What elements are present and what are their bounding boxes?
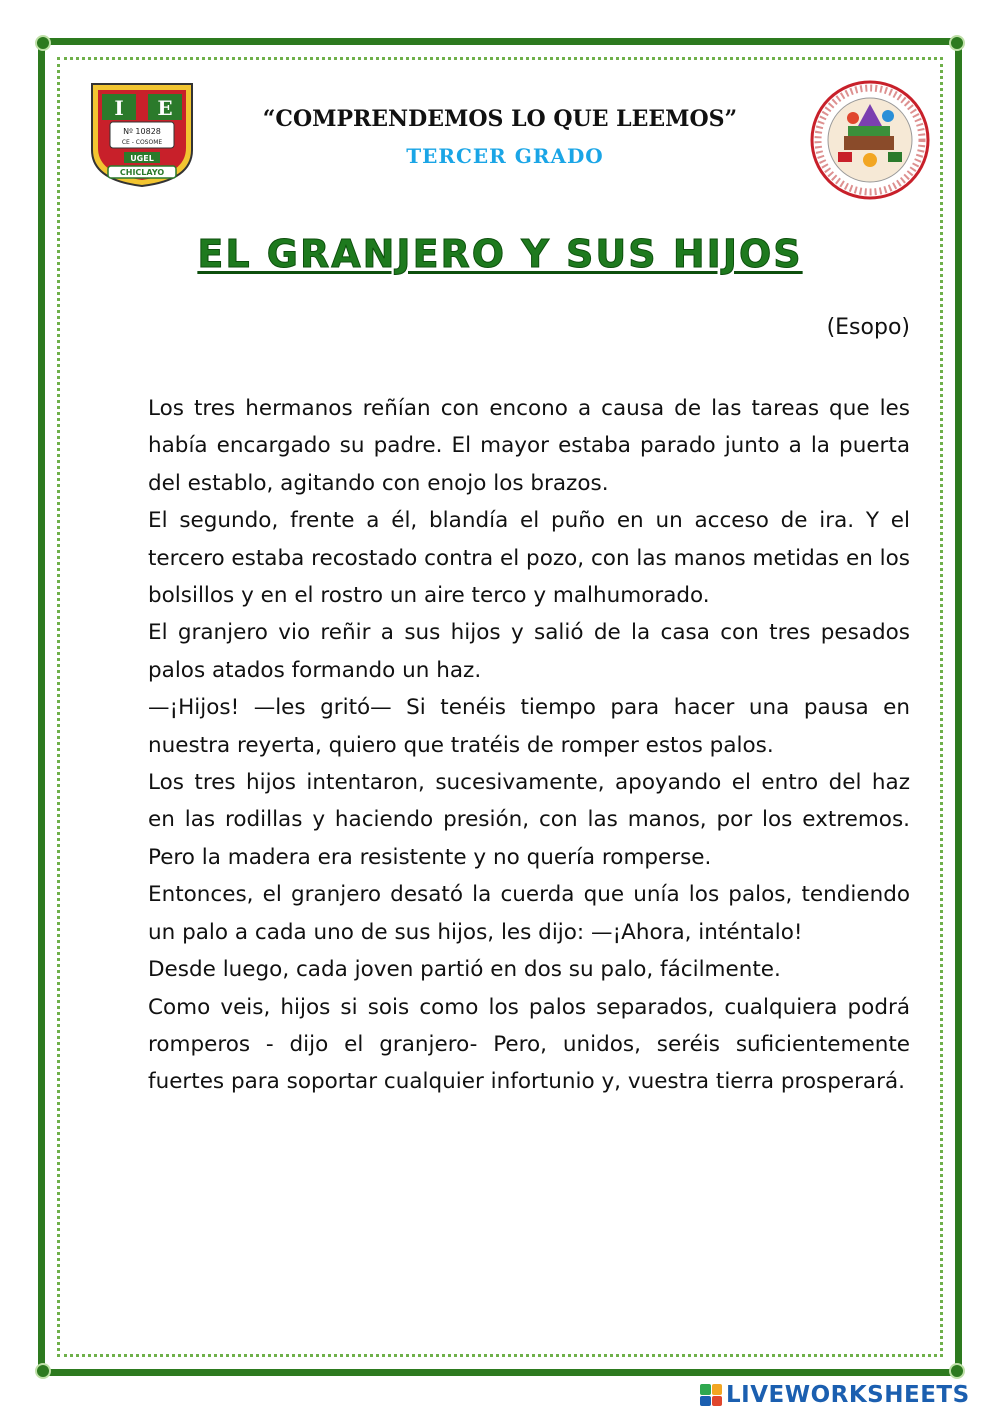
story-paragraph: Los tres hermanos reñían con encono a causa de las tareas que les había encargado su padre. El mayor estaba parado junto a la puerta del establo, agitando con enojo los brazos.	[148, 396, 910, 496]
story-paragraph: —¡Hijos! —les gritó— Si tenéis tiempo para hacer una pausa en nuestra reyerta, quiero que tratéis de romper estos palos.	[148, 695, 910, 758]
story-author: (Esopo)	[826, 315, 910, 340]
story-paragraph: El segundo, frente a él, blandía el puño en un acceso de ira. Y el tercero estaba recostado contra el pozo, con las manos metidas en los bolsillos y en el rostro un aire terco y malhumorado.	[148, 508, 910, 609]
story-paragraph: El granjero vio reñir a sus hijos y salió de la casa con tres pesados palos atados formando un haz.	[148, 620, 910, 683]
crest-letter-i: I	[114, 96, 124, 120]
project-seal-icon	[808, 78, 932, 206]
story-paragraph: Los tres hijos intentaron, sucesivamente, apoyando el entro del haz en las rodillas y haciendo presión, con las manos, por los extremos. Pero la madera era resistente y no quería romperse.	[148, 770, 910, 870]
grade-label: TERCER GRADO	[406, 144, 604, 168]
crest-city: CHICLAYO	[119, 168, 165, 177]
story-paragraph: Entonces, el granjero desató la cuerda que unía los palos, tendiendo un palo a cada uno de sus hijos, les dijo: —¡Ahora, inténtalo!	[148, 882, 910, 945]
liveworksheets-logo-icon	[700, 1384, 722, 1406]
story-paragraph: Desde luego, cada joven partió en dos su palo, fácilmente.	[148, 957, 781, 983]
story-body	[148, 390, 910, 1101]
header-title: “COMPRENDEMOS LO QUE LEEMOS”	[262, 106, 738, 132]
corner-ornament	[949, 1363, 965, 1379]
liveworksheets-brand[interactable]	[700, 1380, 970, 1410]
crest-ugel: UGEL	[130, 154, 154, 163]
story-title: EL GRANJERO Y SUS HIJOS	[197, 232, 803, 276]
brand-name: LIVEWORKSHEETS	[726, 1382, 970, 1408]
corner-ornament	[949, 35, 965, 51]
corner-ornament	[35, 35, 51, 51]
story-paragraph: Como veis, hijos si sois como los palos separados, cualquiera podrá romperos - dijo el granjero- Pero, unidos, seréis suficientemente fuertes para soportar cualquier infortunio y, vuestra tierra prosperará.	[148, 994, 910, 1095]
crest-place: CE - COSOME	[121, 139, 163, 146]
corner-ornament	[35, 1363, 51, 1379]
crest-letter-e: E	[157, 96, 173, 120]
crest-number: Nº 10828	[123, 127, 161, 136]
school-crest-icon	[88, 80, 196, 188]
